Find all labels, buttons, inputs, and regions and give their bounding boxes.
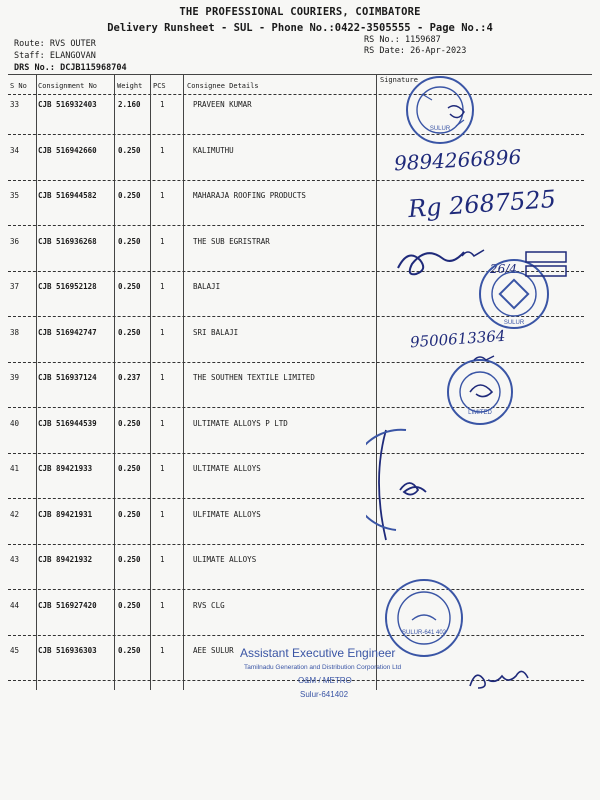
row-separator (8, 544, 584, 545)
row-pcs: 1 (160, 555, 165, 564)
row-weight: 0.250 (118, 555, 141, 564)
row-sno: 33 (10, 100, 20, 109)
row-pcs: 1 (160, 282, 165, 291)
row-pcs: 1 (160, 327, 165, 337)
row-pcs: 1 (160, 464, 165, 473)
row-consignment-no: CJB 516936268 (38, 236, 97, 246)
stamp-row-33 (402, 74, 482, 146)
aee-stamp-line2: Tamilnadu Generation and Distribution Corporation Ltd (244, 664, 402, 671)
row-consignment-no: CJB 516932403 (38, 100, 97, 109)
header-top-rule (8, 74, 592, 75)
rs-date-label: RS Date: (364, 46, 405, 56)
company-stamp-icon (440, 352, 524, 428)
row-weight: 0.250 (118, 646, 141, 655)
row-separator (8, 589, 584, 590)
aee-stamp-line1: Assistant Executive Engineer (240, 646, 396, 660)
header-bottom-rule (8, 94, 592, 95)
row-sno: 35 (10, 191, 20, 200)
row-consignment-no: CJB 516944539 (38, 418, 97, 428)
col-divider-consignment (114, 74, 115, 690)
handwritten-date-36: 26/4 (490, 262, 517, 276)
row-weight: 0.237 (118, 373, 141, 382)
row-consignment-no: CJB 516952128 (38, 282, 97, 291)
col-header-consignee: Consignee Details (187, 82, 259, 90)
row-consignee: THE SOUTHEN TEXTILE LIMITED (193, 373, 315, 382)
row-consignee: KALIMUTHU (193, 145, 234, 155)
row-weight: 0.250 (118, 418, 141, 428)
col-divider-consignee (376, 74, 377, 690)
row-consignment-no: CJB 516944582 (38, 191, 97, 200)
row-consignment-no: CJB 89421933 (38, 464, 93, 473)
handwritten-note-35: Rg 2687525 (407, 184, 557, 224)
row-consignment-no: CJB 516937124 (38, 373, 97, 382)
row-sno: 43 (10, 555, 20, 564)
row-consignee: SRI BALAJI (193, 327, 239, 337)
row-consignee: AEE SULUR (193, 646, 234, 655)
row-sno: 41 (10, 464, 20, 473)
row-consignee: ULTIMATE ALLOYS P LTD (193, 418, 288, 428)
rs-date-value: 26-Apr-2023 (410, 46, 467, 56)
row-sno: 39 (10, 373, 20, 382)
row-sno: 45 (10, 646, 20, 655)
row-weight: 0.250 (118, 282, 141, 291)
partial-stamp-icon (366, 420, 456, 550)
row-weight: 0.250 (118, 327, 141, 337)
row-pcs: 1 (160, 373, 165, 382)
row-consignment-no: CJB 516942747 (38, 327, 97, 337)
staff-value: ELANGOVAN (49, 51, 96, 61)
stamp-text-33: SULUR (429, 126, 451, 132)
row-pcs: 1 (160, 600, 165, 610)
row-sno: 34 (10, 145, 20, 155)
staff-line (14, 50, 96, 62)
row-separator (8, 225, 584, 226)
row-consignee: BALAJI (193, 282, 221, 291)
row-consignment-no: CJB 516936303 (38, 646, 97, 655)
row-separator (8, 134, 584, 135)
row-consignment-no: CJB 516942660 (38, 145, 97, 155)
row-consignee: RVS CLG (193, 600, 225, 610)
row-separator (8, 498, 584, 499)
row-consignee: MAHARAJA ROOFING PRODUCTS (193, 191, 306, 200)
stamp-text-39: LIMITED (468, 410, 492, 416)
row-weight: 0.250 (118, 509, 141, 519)
route-value: RVS OUTER (49, 39, 96, 49)
stamp-row-41 (366, 420, 456, 550)
col-divider-weight (150, 74, 151, 690)
row-weight: 0.250 (118, 600, 141, 610)
col-header-weight: Weight (117, 82, 143, 90)
row-consignee: THE SUB EGRISTRAR (193, 236, 270, 246)
row-sno: 44 (10, 600, 20, 610)
rs-date-line (364, 45, 466, 57)
document-subtitle: Delivery Runsheet - SUL - Phone No.:0422-3505555 - Page No.:4 (107, 22, 493, 34)
row-weight: 0.250 (118, 236, 141, 246)
rs-no-value: 1159687 (404, 35, 441, 45)
row-pcs: 1 (160, 646, 165, 655)
row-sno: 36 (10, 236, 20, 246)
row-separator (8, 635, 584, 636)
route-label: Route: (14, 39, 45, 49)
row-weight: 0.250 (118, 191, 141, 200)
stamp-row-39 (440, 352, 524, 428)
row-separator (8, 180, 584, 181)
row-pcs: 1 (160, 191, 165, 200)
col-divider-pcs (183, 74, 184, 690)
route-line (14, 38, 96, 50)
row-sno: 40 (10, 418, 20, 428)
signature-scribble-icon (466, 664, 536, 696)
aee-stamp-line4: Sulur-641402 (300, 690, 349, 699)
row-weight: 2.160 (118, 100, 141, 109)
row-consignee: ULIMATE ALLOYS (193, 555, 257, 564)
row-consignment-no: CJB 89421931 (38, 509, 93, 519)
row-pcs: 1 (160, 236, 165, 246)
row-sno: 42 (10, 509, 20, 519)
row-pcs: 1 (160, 145, 165, 155)
document-title: THE PROFESSIONAL COURIERS, COIMBATORE (179, 6, 421, 18)
col-header-pcs: PCS (153, 82, 166, 90)
row-consignee: ULFIMATE ALLOYS (193, 509, 261, 519)
stamp-text-36: SULUR (503, 320, 525, 326)
stamp-text-44: SULUR-641 402 (401, 630, 447, 636)
row-pcs: 1 (160, 509, 165, 519)
row-consignee: PRAVEEN KUMAR (193, 100, 252, 109)
row-sno: 38 (10, 327, 20, 337)
handwritten-phone-38: 9500613364 (409, 326, 506, 352)
row-pcs: 1 (160, 100, 165, 109)
row-consignment-no: CJB 89421932 (38, 555, 93, 564)
col-header-sno: S No (10, 82, 27, 90)
row-consignee: ULTIMATE ALLOYS (193, 464, 261, 473)
col-header-signature: Signature (380, 76, 418, 84)
drs-value: DCJB115968704 (60, 63, 127, 73)
staff-label: Staff: (14, 51, 45, 61)
row-pcs: 1 (160, 418, 165, 428)
circular-stamp-icon (402, 74, 482, 146)
col-divider-sno (36, 74, 37, 690)
drs-line (14, 62, 127, 74)
aee-stamp-line3: O&M / METRO (298, 676, 352, 685)
handwritten-phone-34: 9894266896 (393, 144, 522, 176)
row-weight: 0.250 (118, 145, 141, 155)
stamp-row-36 (474, 250, 568, 334)
signature-row-45 (466, 664, 536, 696)
rs-no-label: RS No.: (364, 35, 400, 45)
row-sno: 37 (10, 282, 20, 291)
row-separator (8, 453, 584, 454)
row-consignment-no: CJB 516927420 (38, 600, 97, 610)
col-header-consignment: Consignment No (38, 82, 98, 90)
row-weight: 0.250 (118, 464, 141, 473)
drs-label: DRS No.: (14, 63, 55, 73)
